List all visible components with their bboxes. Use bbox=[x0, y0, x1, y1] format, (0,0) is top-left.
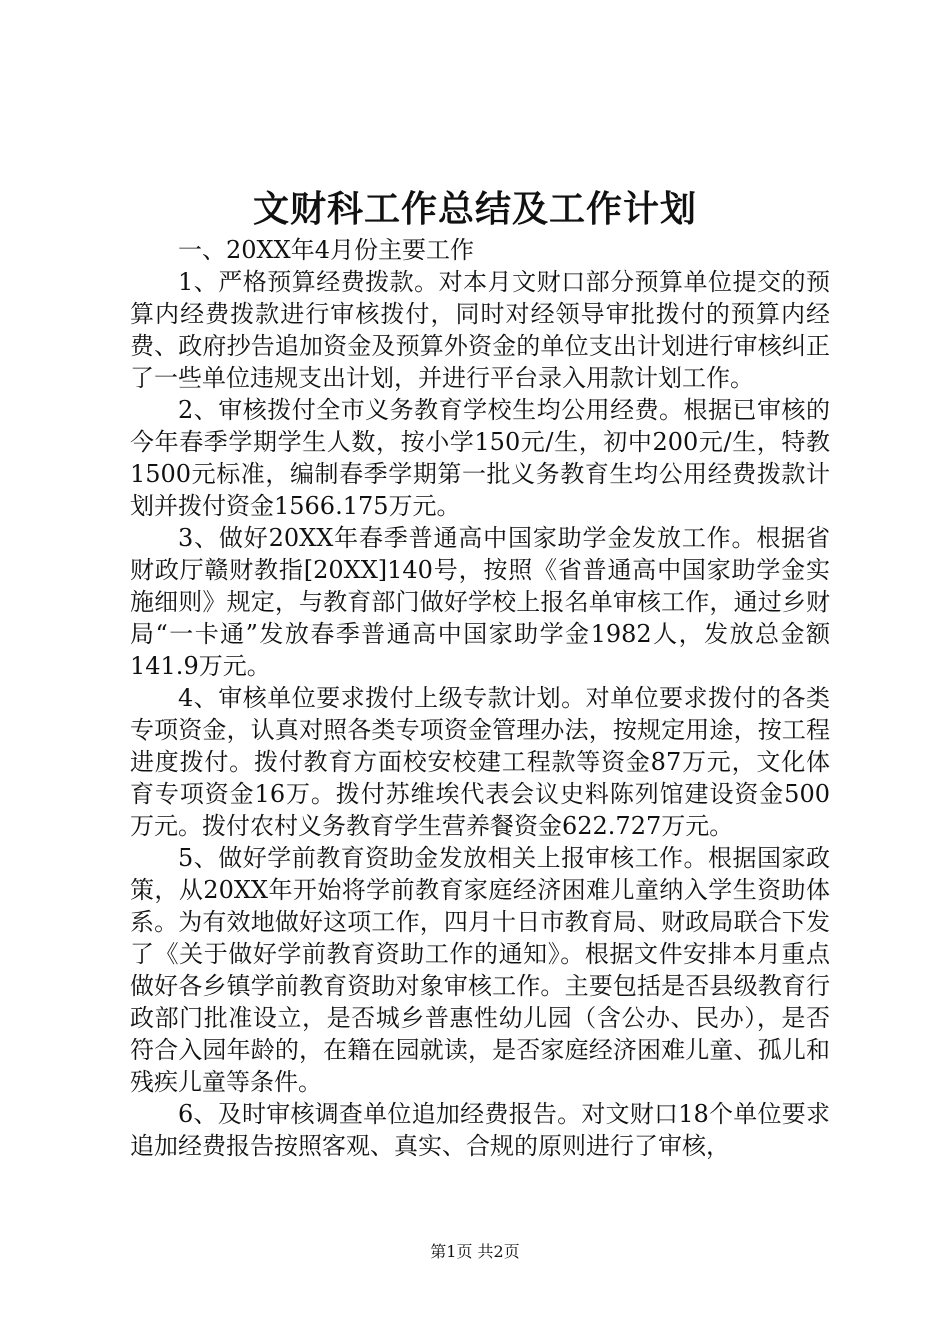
page-footer: 第1页 共2页 bbox=[430, 1242, 520, 1261]
document-body bbox=[130, 234, 830, 1162]
paragraph-1: 1、严格预算经费拨款。对本月文财口部分预算单位提交的预算内经费拨款进行审核拨付，同时对经领导审批拨付的预算内经费、政府抄告追加资金及预算外资金的单位支出计划进行审核纠正了一些单位违规支出计划，并进行平台录入用款计划工作。 bbox=[130, 268, 830, 392]
paragraph-6: 6、及时审核调查单位追加经费报告。对文财口18个单位要求追加经费报告按照客观、真实、合规的原则进行了审核， bbox=[130, 1100, 830, 1160]
paragraph-2: 2、审核拨付全市义务教育学校生均公用经费。根据已审核的今年春季学期学生人数，按小学150元/生，初中200元/生，特教1500元标准，编制春季学期第一批义务教育生均公用经费拨款计划并拨付资金1566.175万元。 bbox=[130, 396, 830, 520]
paragraph-5: 5、做好学前教育资助金发放相关上报审核工作。根据国家政策，从20XX年开始将学前教育家庭经济困难儿童纳入学生资助体系。为有效地做好这项工作，四月十日市教育局、财政局联合下发了《关于做好学前教育资助工作的通知》。根据文件安排本月重点做好各乡镇学前教育资助对象审核工作。主要包括是否县级教育行政部门批准设立，是否城乡普惠性幼儿园（含公办、民办），是否符合入园年龄的，在籍在园就读，是否家庭经济困难儿童、孤儿和残疾儿童等条件。 bbox=[130, 844, 830, 1096]
paragraph-3: 3、做好20XX年春季普通高中国家助学金发放工作。根据省财政厅赣财教指[20XX]140号，按照《省普通高中国家助学金实施细则》规定，与教育部门做好学校上报名单审核工作，通过乡财局“一卡通”发放春季普通高中国家助学金1982人，发放总金额141.9万元。 bbox=[130, 524, 830, 680]
section-heading: 一、20XX年4月份主要工作 bbox=[178, 236, 474, 264]
document-title: 文财科工作总结及工作计划 bbox=[252, 188, 697, 230]
paragraph-4: 4、审核单位要求拨付上级专款计划。对单位要求拨付的各类专项资金，认真对照各类专项资金管理办法，按规定用途，按工程进度拨付。拨付教育方面校安校建工程款等资金87万元，文化体育专项资金16万。拨付苏维埃代表会议史料陈列馆建设资金500万元。拨付农村义务教育学生营养餐资金622.727万元。 bbox=[130, 684, 830, 840]
